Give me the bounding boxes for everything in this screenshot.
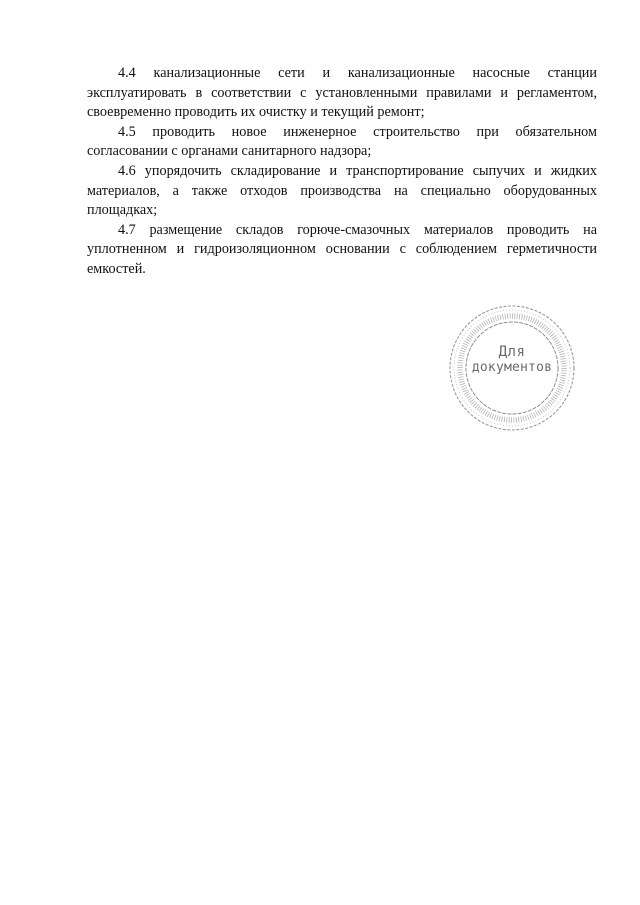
paragraph-4-4: 4.4 канализационные сети и канализационные насосные станции эксплуатировать в соответствии с установленными правилами и регламентом, своевременно проводить их очистку и текущий ремонт; <box>87 65 597 121</box>
paragraph-4-5: 4.5 проводить новое инженерное строительство при обязательном согласовании с органами санитарного надзора; <box>87 123 597 160</box>
stamp-line-1: Для <box>498 344 526 360</box>
document-stamp <box>446 302 578 434</box>
paragraph-4-6: 4.6 упорядочить складирование и транспортирование сыпучих и жидких материалов, а также отходов производства на специально оборудованных площадках; <box>87 162 597 219</box>
paragraph-4-7: 4.7 размещение складов горюче-смазочных материалов проводить на уплотненном и гидроизоляционном основании с соблюдением герметичности емкостей. <box>87 221 597 277</box>
document-body <box>87 64 597 280</box>
stamp-line-2: документов <box>471 360 553 375</box>
stamp-text <box>446 344 578 376</box>
